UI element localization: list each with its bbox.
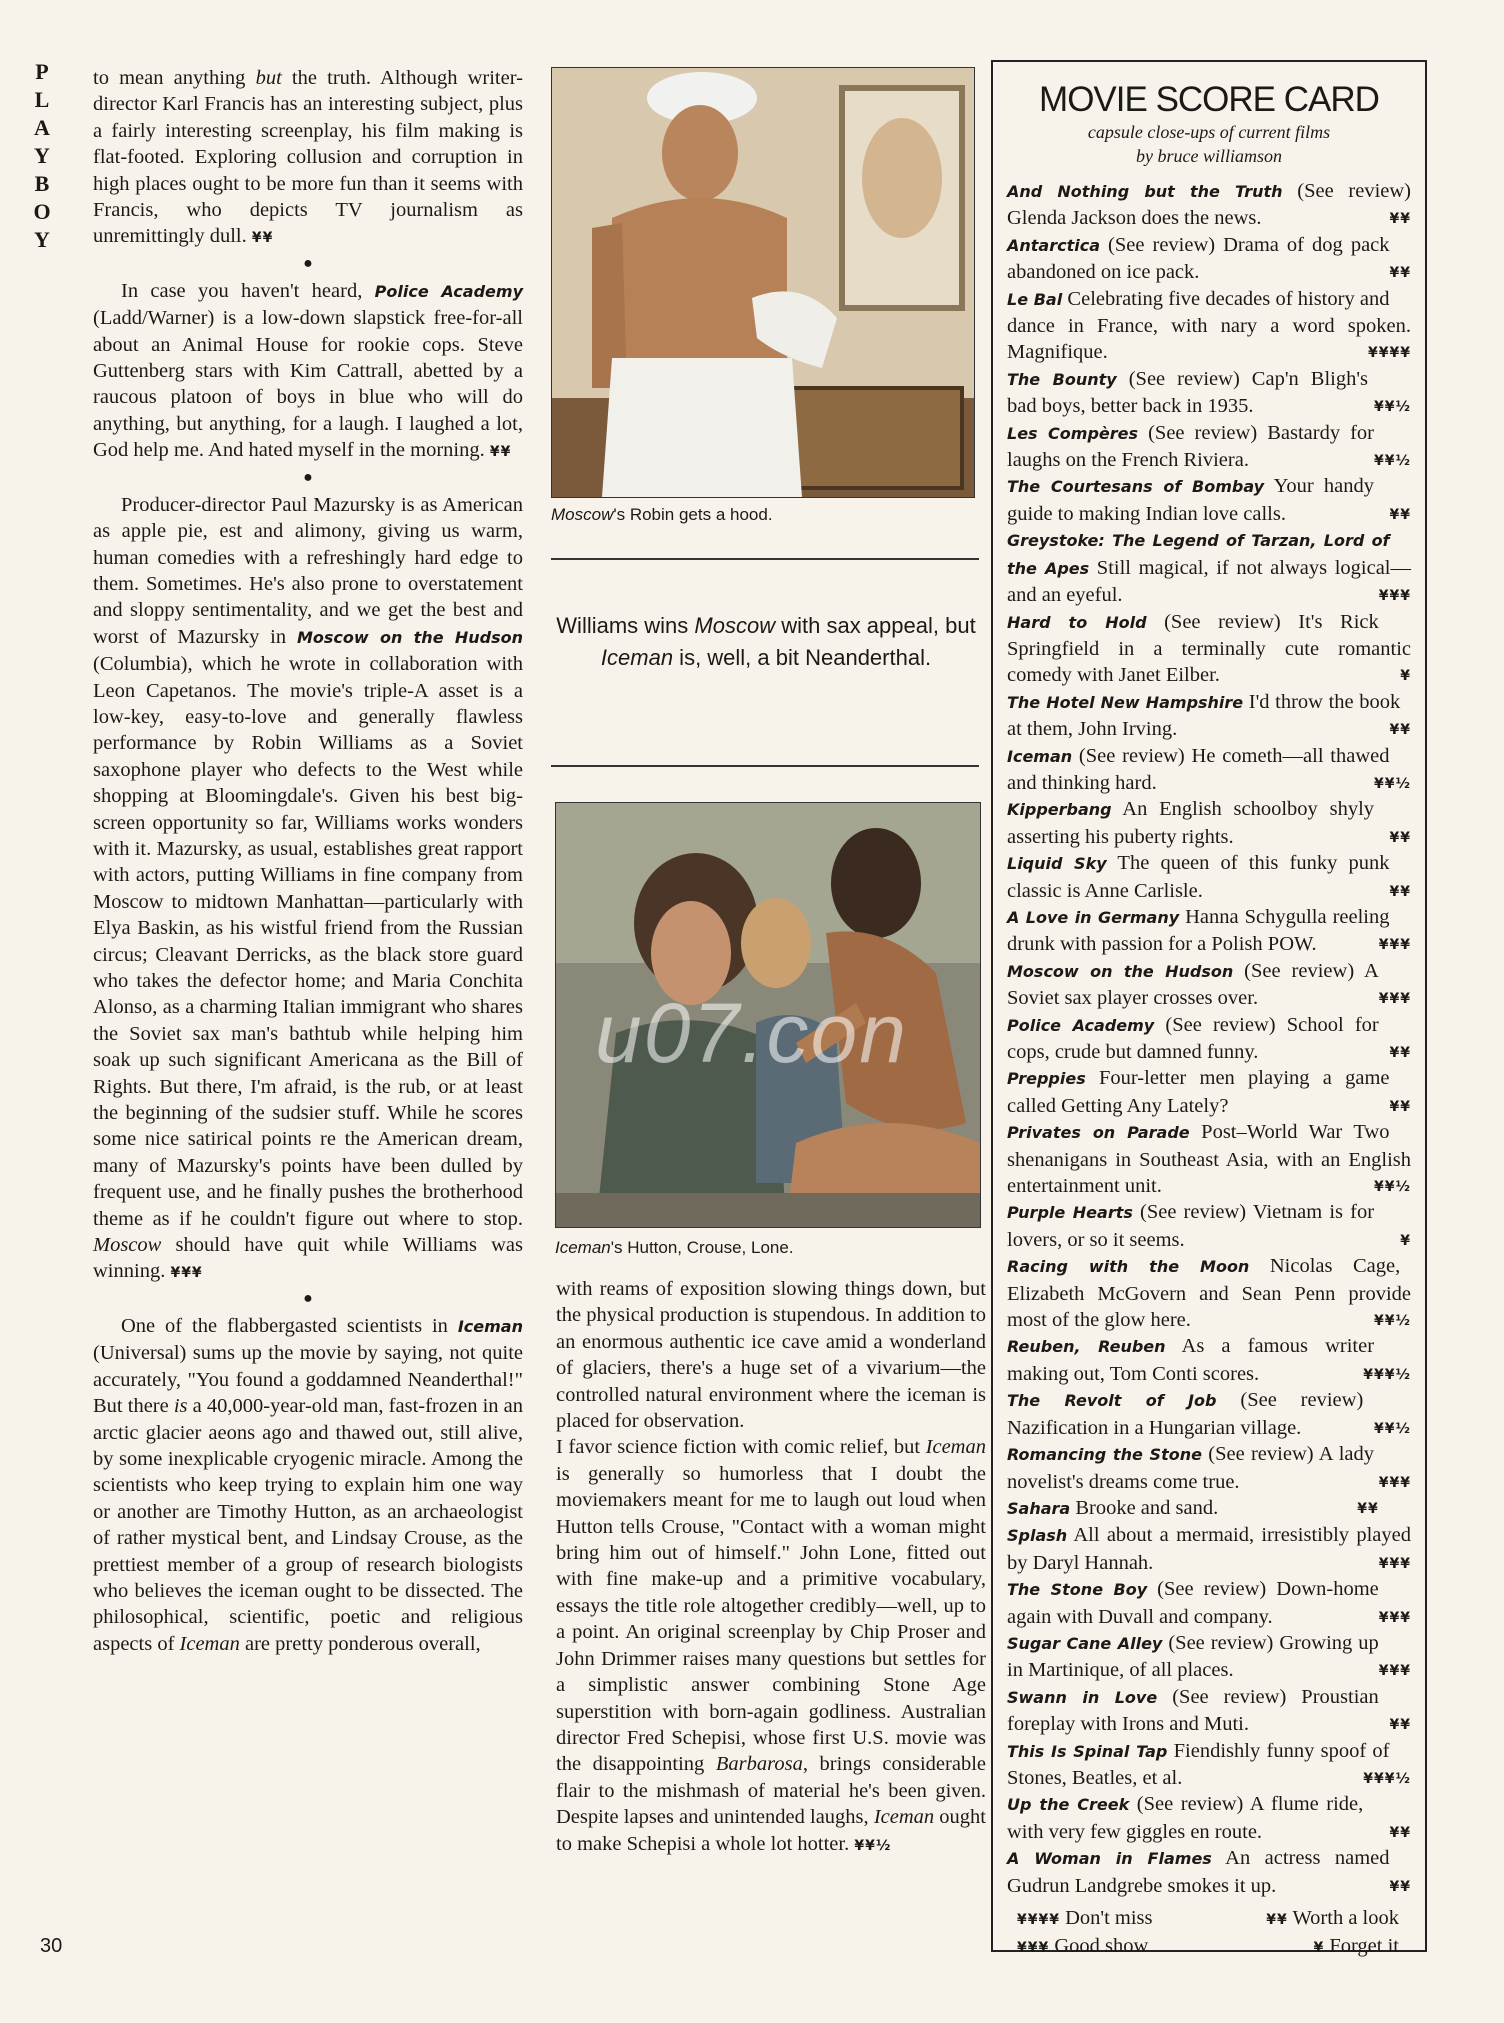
film-title: A Woman in Flames <box>1007 1849 1212 1869</box>
film-rating: ¥¥ <box>1389 722 1411 739</box>
film-title: Sahara <box>1007 1498 1071 1518</box>
score-card-entry <box>1007 1199 1411 1253</box>
score-card-entry <box>1007 473 1411 527</box>
score-card-entry <box>1007 1012 1411 1066</box>
pull-quote: Williams wins Moscow with sax appeal, but Iceman is, well, a bit Neanderthal. <box>556 613 976 670</box>
film-title: Racing with the Moon <box>1007 1257 1250 1277</box>
film-title: The Revolt of Job <box>1007 1391 1217 1411</box>
paragraph: Producer-director Paul Mazursky is as American as apple pie, est and alimony, giving us warm, human comedies with a refreshingly hard edge to them. Sometimes. He's also prone to overstatement and sloppy sentimentality, and we get the best and worst of Mazursky in Moscow on the Hudson (Columbia), which he wrote in collaboration with Leon Capetanos. The movie's triple-A asset is a low-key, easy-to-love and generally flawless performance by Robin Williams as a Soviet saxophone player who defects to the West while shopping at Bloomingdale's. Given his best big-screen opportunity so far, Williams works wonders with it. Mazursky, as usual, establishes great rapport with actors, putting Williams in fine company from Moscow to midtown Manhattan—particularly with Elya Baskin, as his wistful friend from the Russian circus; Cleavant Derricks, as the black store guard who takes the defector home; and Maria Conchita Alonso, as a charming Italian immigrant who shares the Soviet sax man's bathtub while helping him soak up such significant Americana as the Bill of Rights. But there, I'm afraid, is the rub, or at least the beginning of the sudsier stuff. While he scores some nice satirical points re the American dream, many of Mazursky's points have been dulled by frequent use, and he finally pushes the brotherhood theme as if he couldn't figure out where to stop. Moscow should have quit while Williams was winning. ¥¥¥ <box>93 493 523 1283</box>
film-rating: ¥¥¥ <box>1378 1609 1411 1626</box>
legend-item <box>1313 1933 1399 1961</box>
photo-caption-2: Iceman's Hutton, Crouse, Lone. <box>555 1238 794 1257</box>
running-head-letter: O <box>33 199 51 224</box>
film-rating: ¥¥½ <box>1374 399 1411 416</box>
legend-text: Worth a look <box>1292 1907 1399 1929</box>
score-card-entry <box>1007 420 1411 474</box>
film-title: Romancing the Stone <box>1007 1445 1202 1465</box>
legend-text: Forget it <box>1329 1935 1399 1957</box>
score-card-entry <box>1007 1576 1411 1630</box>
film-blurb: As a famous writer making out, Tom Conti scores. <box>1007 1335 1375 1385</box>
film-title: The Stone Boy <box>1007 1580 1148 1600</box>
score-card-entry <box>1007 958 1411 1012</box>
divider <box>551 765 979 767</box>
film-blurb: (See review) Cap'n Bligh's bad boys, better back in 1935. <box>1007 367 1369 418</box>
legend-symbol: ¥¥¥¥ <box>1017 1912 1060 1928</box>
film-rating: ¥¥¥¥ <box>1368 345 1411 362</box>
paragraph: to mean anything but the truth. Although writer-director Karl Francis has an interesting subject, plus a fairly interesting screenplay, his film making is flat-footed. Exploring collusion and corruption in high places ought to be more fun than it seems with Francis, who depicts TV journalism as unremittingly dull. ¥¥ <box>93 67 523 248</box>
film-rating: ¥ <box>1400 1232 1411 1249</box>
film-title: And Nothing but the Truth <box>1007 182 1283 201</box>
score-card-entry <box>1007 796 1411 850</box>
score-card-entry <box>1007 743 1411 797</box>
film-rating: ¥¥ <box>1389 265 1411 282</box>
film-rating: ¥¥¥ <box>1378 937 1411 954</box>
running-head <box>28 58 56 254</box>
score-card-entry <box>1007 1387 1411 1441</box>
paragraph: One of the flabbergasted scientists in Iceman (Universal) sums up the movie by saying, not quite accurately, "You found a goddamned Neanderthal!" But there is a 40,000-year-old man, fast-frozen in an arctic glacier aeons ago and thawed out, still alive, by some inexplicable cryogenic miracle. Among the scientists who keep trying to explain him one way or another are Timothy Hutton, as an archaeologist of rather mystical bent, and Lindsay Crouse, as the prettiest member of a group of research biologists who believes the iceman ought to be dissected. The philosophical, scientific, poetic and religious aspects of Iceman are pretty ponderous overall, <box>93 1314 523 1655</box>
film-rating: ¥¥½ <box>1374 775 1411 792</box>
paragraph: with reams of exposition slowing things down, but the physical production is stupendous. In addition to an enormous authentic ice cave amid a wonderland of glaciers, there's a huge set of a vivarium—the controlled natural environment where the iceman is placed for observation. <box>556 1278 986 1433</box>
score-card-entry <box>1007 1845 1411 1899</box>
score-card-entry <box>1007 1630 1411 1684</box>
film-rating: ¥¥½ <box>1374 1420 1411 1437</box>
film-rating: ¥¥¥ <box>1378 1663 1411 1680</box>
film-rating: ¥¥ <box>1389 211 1411 228</box>
film-rating: ¥¥ <box>1389 1717 1411 1734</box>
film-rating: ¥¥ <box>1357 1500 1379 1517</box>
legend-item <box>1017 1933 1148 1961</box>
film-blurb: All about a mermaid, irresistibly played by Daryl Hannah. <box>1007 1524 1411 1574</box>
legend-symbol: ¥¥ <box>1266 1912 1288 1928</box>
legend-item <box>1017 1905 1153 1933</box>
film-blurb: (See review) Glenda Jackson does the news. <box>1007 180 1411 230</box>
film-rating: ¥¥½ <box>1374 1313 1411 1330</box>
film-blurb: (See review) A Soviet sax player crosses over. <box>1007 959 1379 1010</box>
film-blurb: (See review) He cometh—all thawed and thinking hard. <box>1007 744 1390 794</box>
film-blurb: An English schoolboy shyly asserting his puberty rights. <box>1007 798 1375 848</box>
film-title: The Hotel New Hampshire <box>1007 692 1244 712</box>
legend-symbol: ¥ <box>1313 1940 1325 1956</box>
photo-robin-williams <box>551 67 975 498</box>
score-card-entry <box>1007 689 1411 743</box>
film-rating: ¥¥¥ <box>1378 1555 1411 1572</box>
movie-score-card <box>991 60 1427 1957</box>
running-head-letter: B <box>34 171 50 196</box>
film-blurb: (See review) Drama of dog pack abandoned on ice pack. <box>1007 233 1390 284</box>
film-blurb: Fiendishly funny spoof of Stones, Beatles, et al. <box>1007 1739 1390 1789</box>
score-card-entry <box>1007 1738 1411 1792</box>
score-card-entry <box>1007 1119 1411 1199</box>
film-rating: ¥¥ <box>1389 829 1411 846</box>
film-title: Purple Hearts <box>1007 1203 1133 1223</box>
score-card-entry <box>1007 286 1411 366</box>
score-card-title: MOVIE SCORE CARD <box>1039 80 1379 119</box>
film-title: The Courtesans of Bombay <box>1007 477 1265 497</box>
score-card-entry <box>1007 850 1411 904</box>
film-blurb: I'd throw the book at them, John Irving. <box>1007 690 1401 741</box>
paragraph: I favor science fiction with comic relief, but Iceman is generally so humorless that I doubt the moviemakers meant for me to laugh out loud when Hutton tells Crouse, "Contact with a woman might bring him out of himself." John Lone, fitted out with fine make-up and a primitive vocabulary, essays the title role altogether credibly—well, up to a point. An original screenplay by Chip Proser and John Drimmer raises many questions but settles for a simplistic answer combining Stone Age superstition with born-again godliness. Australian director Fred Schepisi, whose first U.S. movie was the disappointing Barbarosa, brings considerable flair to the mishmash of material he's been given. Despite lapses and unintended laughs, Iceman ought to make Schepisi a whole lot hotter. ¥¥½ <box>556 1436 987 1855</box>
film-blurb: Four-letter men playing a game called Getting Any Lately? <box>1007 1067 1390 1117</box>
rating-legend <box>1007 1905 1411 1961</box>
film-title: Splash <box>1007 1526 1068 1546</box>
film-title: Privates on Parade <box>1007 1123 1190 1143</box>
film-title: Liquid Sky <box>1007 854 1107 874</box>
film-blurb: (See review) Nazification in a Hungarian village. <box>1007 1389 1364 1439</box>
score-card-entry <box>1007 1495 1411 1522</box>
film-title: Sugar Cane Alley <box>1007 1633 1163 1653</box>
film-title: Up the Creek <box>1007 1795 1130 1815</box>
film-blurb: Still magical, if not always logical—and an eyeful. <box>1007 556 1412 607</box>
film-rating: ¥¥¥½ <box>1363 1366 1411 1383</box>
film-title: This Is Spinal Tap <box>1007 1741 1168 1761</box>
film-rating: ¥¥ <box>1389 1045 1411 1061</box>
film-rating: ¥¥ <box>1389 1098 1411 1115</box>
page-number: 30 <box>40 1935 63 1957</box>
watermark: u07.con <box>595 986 908 1080</box>
legend-row <box>1007 1933 1411 1961</box>
film-title: A Love in Germany <box>1007 907 1180 927</box>
film-rating: ¥ <box>1400 668 1411 685</box>
film-blurb: (See review) Proustian foreplay with Irons and Muti. <box>1007 1685 1379 1736</box>
bullet-separator: ● <box>303 1289 313 1307</box>
film-blurb: (See review) A flume ride, with very few giggles en route. <box>1007 1793 1364 1843</box>
score-card-subtitle: capsule close-ups of current films <box>1087 122 1331 142</box>
score-card-entry <box>1007 1065 1411 1119</box>
film-title: Greystoke: The Legend of Tarzan, Lord of the Apes <box>1007 531 1390 578</box>
score-card-entry <box>1007 1791 1411 1845</box>
running-head-letter: A <box>34 115 50 140</box>
film-title: Les Compères <box>1007 423 1139 443</box>
bullet-separator: ● <box>303 468 313 486</box>
score-card-byline: by bruce williamson <box>1136 146 1282 166</box>
legend-symbol: ¥¥¥ <box>1017 1940 1050 1956</box>
film-blurb: The queen of this funky punk classic is Anne Carlisle. <box>1007 852 1390 902</box>
legend-text: Don't miss <box>1065 1907 1153 1929</box>
score-card-entry <box>1007 1684 1411 1738</box>
score-card-entries <box>1007 178 1411 1899</box>
running-head-letter: P <box>35 59 49 84</box>
film-blurb: (See review) Bastardy for laughs on the French Riviera. <box>1007 421 1375 472</box>
film-rating: ¥¥ <box>1389 883 1411 900</box>
bullet-separator: ● <box>303 254 313 272</box>
score-card-entry <box>1007 609 1411 689</box>
running-head-letter: Y <box>34 227 50 252</box>
film-blurb: (See review) A lady novelist's dreams come true. <box>1007 1443 1375 1493</box>
photo-caption-1: Moscow's Robin gets a hood. <box>551 505 773 524</box>
film-blurb: Your handy guide to making Indian love calls. <box>1007 475 1375 525</box>
running-head-letter: Y <box>34 143 50 168</box>
film-blurb: Nicolas Cage, Elizabeth McGovern and Sean Penn provide most of the glow here. <box>1007 1255 1411 1332</box>
film-title: Kipperbang <box>1007 800 1112 820</box>
film-rating: ¥¥ <box>1389 506 1411 523</box>
legend-row <box>1007 1905 1411 1933</box>
score-card-entry <box>1007 1522 1411 1576</box>
film-rating: ¥¥ <box>1389 1824 1411 1841</box>
film-rating: ¥¥¥ <box>1378 588 1411 605</box>
film-title: Hard to Hold <box>1007 612 1147 632</box>
film-blurb: Post–World War Two shenanigans in Southeast Asia, with an English entertainment unit. <box>1007 1121 1411 1198</box>
film-blurb: (See review) Vietnam is for lovers, or so it seems. <box>1007 1201 1375 1251</box>
film-title: Iceman <box>1007 746 1073 766</box>
film-title: Police Academy <box>1007 1015 1155 1035</box>
score-card-entry <box>1007 1333 1411 1387</box>
film-blurb: An actress named Gudrun Landgrebe smokes it up. <box>1007 1847 1390 1897</box>
legend-text: Good show <box>1054 1935 1149 1957</box>
film-rating: ¥¥½ <box>1374 453 1411 470</box>
article-column-1 <box>93 65 523 1657</box>
score-card-entry <box>1007 1253 1411 1333</box>
film-blurb: Celebrating five decades of history and dance in France, with nary a word spoken. Magnifique. <box>1007 287 1411 364</box>
score-card-entry <box>1007 527 1411 608</box>
film-blurb: (See review) Down-home again with Duvall and company. <box>1007 1578 1379 1628</box>
running-head-letter: L <box>34 87 50 112</box>
film-rating: ¥¥½ <box>1374 1179 1411 1196</box>
film-blurb: (See review) It's Rick Springfield in a terminally cute romantic comedy with Janet Eilber. <box>1007 610 1411 687</box>
score-card-entry <box>1007 904 1411 958</box>
divider <box>551 558 979 560</box>
film-title: The Bounty <box>1007 369 1117 389</box>
film-title: Swann in Love <box>1007 1687 1158 1707</box>
film-title: Le Bal <box>1007 289 1063 309</box>
score-card-entry <box>1007 178 1411 232</box>
film-title: Moscow on the Hudson <box>1007 961 1234 981</box>
score-card-entry <box>1007 232 1411 286</box>
legend-item <box>1266 1905 1399 1933</box>
film-blurb: (See review) Growing up in Martinique, of all places. <box>1007 1631 1379 1682</box>
paragraph: In case you haven't heard, Police Academy (Ladd/Warner) is a low-down slapstick free-for-all about an Animal House for rookie cops. Steve Guttenberg stars with Kim Cattrall, abetted by a raucous platoon of boys in blue who will do anything, but anything, for a laugh. I laughed a lot, God help me. And hated myself in the morning. ¥¥ <box>93 279 523 462</box>
film-blurb: (See review) School for cops, crude but damned funny. <box>1007 1013 1379 1063</box>
film-rating: ¥¥ <box>1389 1878 1411 1895</box>
film-blurb: Hanna Schygulla reeling drunk with passion for a Polish POW. <box>1007 905 1390 956</box>
film-rating: ¥¥¥ <box>1378 991 1411 1008</box>
film-title: Preppies <box>1007 1069 1086 1089</box>
score-card-entry <box>1007 366 1411 420</box>
score-card-entry <box>1007 1441 1411 1495</box>
film-rating: ¥¥¥½ <box>1363 1770 1411 1787</box>
article-column-2 <box>556 1276 986 1859</box>
film-blurb: Brooke and sand. <box>1070 1496 1219 1519</box>
film-rating: ¥¥¥ <box>1378 1474 1411 1491</box>
film-title: Reuben, Reuben <box>1007 1337 1166 1357</box>
film-title: Antarctica <box>1007 235 1101 255</box>
